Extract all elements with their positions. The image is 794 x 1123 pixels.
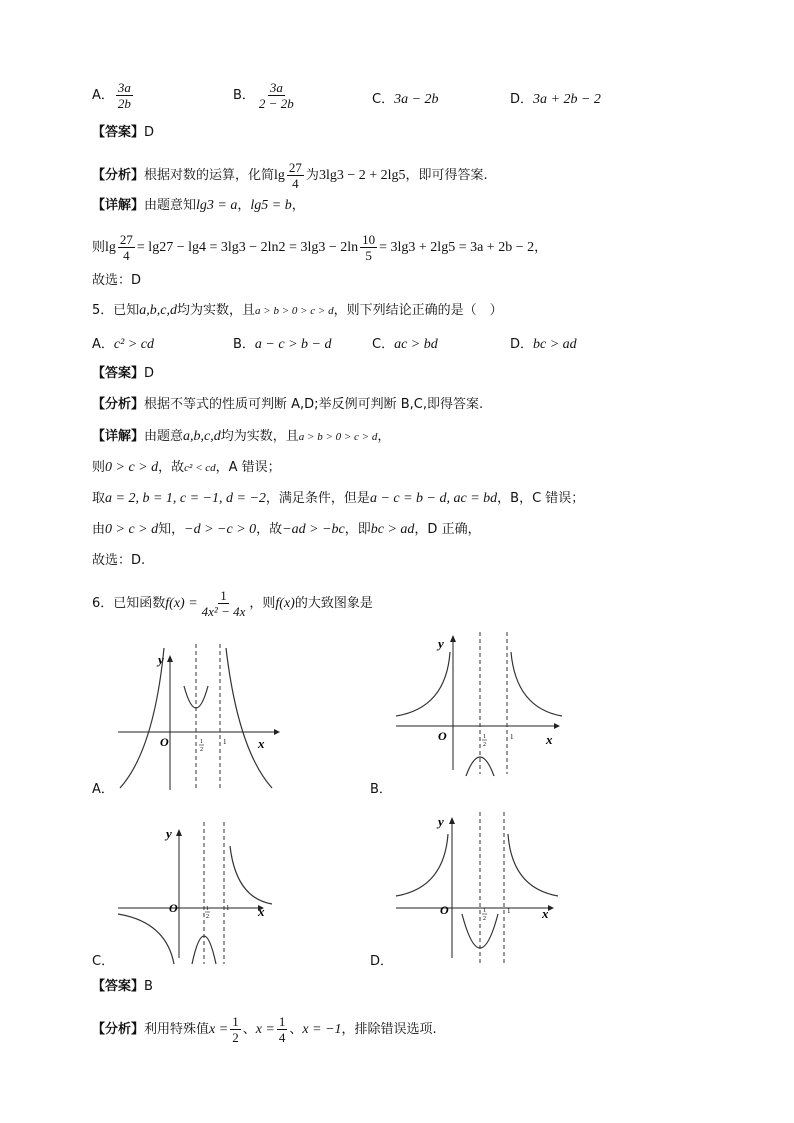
graph-c <box>112 818 282 968</box>
q4-detail: 【详解】由题意知lg3 = a，lg5 = b， <box>92 198 305 213</box>
graph-c-y-arrow <box>176 829 182 836</box>
q4-analysis-fraction: $\frac{27}{4}$ <box>288 160 302 191</box>
graph-a-x-arrow <box>274 729 280 735</box>
graph-b-tick-one: 1 <box>510 733 514 741</box>
graph-a-y-label: y <box>158 652 164 667</box>
graph-c-x-label: x <box>258 904 265 919</box>
graph-a <box>92 640 292 800</box>
graph-a-tick-half-num: 1 <box>200 739 203 745</box>
graph-c-tick-half-den: 2 <box>206 914 209 920</box>
q5-step-1: 则0 > c > d，故c² < cd，A 错误； <box>92 460 281 475</box>
q5-analysis: 【分析】根据不等式的性质可判断 A,D;举反例可判断 B,C,即得答案. <box>92 397 484 412</box>
q4-work: 则lg $\frac{27}{4}$ = lg27 − lg4 = 3lg3 − 2ln2 = 3lg3 − 2ln $\frac{10}{5}$ = 3lg3 + 2lg5 = 3a + 2b − 2， <box>92 232 548 263</box>
q6-stem: 6．已知函数f(x) = $\frac{1}{\text{4x² − 4x}}$ ，则f(x)的大致图象是 <box>92 588 373 619</box>
graph-d-y-label: y <box>438 814 444 829</box>
q4-analysis: 【分析】根据对数的运算，化简lg $\frac{27}{4}$ 为3lg3 − 2 + 2lg5，即可得答案. <box>92 160 488 191</box>
q6-answer: 【答案】B <box>92 979 153 994</box>
q4-choose: 故选：D <box>92 273 142 288</box>
q5-option-b: B．a − c > b − d <box>233 337 332 352</box>
graph-b-y-arrow <box>450 635 456 642</box>
graph-c-origin: O <box>169 901 178 915</box>
graph-c-label: C． <box>92 954 115 969</box>
graph-c-left-branch <box>118 914 174 964</box>
graph-b-tick-half-num: 1 <box>483 734 486 740</box>
graph-a-origin: O <box>160 735 169 749</box>
q4-work-fraction-2: $\frac{10}{5}$ <box>362 232 376 263</box>
q5-option-d: D．bc > ad <box>510 337 577 352</box>
graph-d-tick-half-num: 1 <box>483 908 486 914</box>
q4-option-a: A． $\frac{3a}{2b}$ <box>92 80 131 111</box>
q4-option-b-fraction: $\frac{3a}{2 - 2b}$ <box>258 80 294 111</box>
graph-a-right-branch <box>226 648 272 788</box>
graph-b-label: B． <box>370 782 392 797</box>
q4-work-fraction-1: $\frac{27}{4}$ <box>119 232 133 263</box>
graph-a-y-arrow <box>167 655 173 662</box>
graph-a-left-branch <box>120 648 164 788</box>
graph-a-tick-half-den: 2 <box>200 747 203 753</box>
graph-c-y-label: y <box>166 826 172 841</box>
graph-c-right-branch <box>230 846 272 904</box>
graph-d-tick-one: 1 <box>507 907 511 915</box>
q4-option-d: D．3a + 2b − 2 <box>510 92 601 107</box>
graph-b-left-branch <box>396 652 450 716</box>
graph-d-x-label: x <box>542 906 549 921</box>
graph-a-tick-one: 1 <box>223 738 227 746</box>
q5-detail: 【详解】由题意a,b,c,d均为实数，且a > b > 0 > c > d， <box>92 429 391 444</box>
q5-step-2: 取a = 2, b = 1, c = −1, d = −2，满足条件，但是a − c = b − d, ac = bd，B，C 错误； <box>92 491 585 506</box>
graph-b-x-label: x <box>546 732 553 747</box>
q4-option-a-fraction: $\frac{3a}{2b}$ <box>117 80 131 111</box>
graph-d-y-arrow <box>449 817 455 824</box>
graph-d <box>392 808 572 968</box>
graph-b-x-arrow <box>554 723 560 729</box>
q4-option-c: C．3a − 2b <box>372 92 439 107</box>
q5-stem: 5．已知a,b,c,d均为实数，且a > b > 0 > c > d，则下列结论正确的是（ ） <box>92 303 503 318</box>
graph-b-y-label: y <box>438 636 444 651</box>
q6-stem-fraction: $\frac{1}{\text{4x² − 4x}}$ <box>201 588 246 619</box>
q5-choose: 故选：D. <box>92 553 146 568</box>
graph-b-right-branch <box>511 652 562 716</box>
graph-d-right-branch <box>508 834 558 896</box>
q5-option-a: A．c² > cd <box>92 337 154 352</box>
q4-option-b: B． $\frac{3a}{2 - 2b}$ <box>233 80 294 111</box>
q4-answer: 【答案】D <box>92 125 155 140</box>
graph-b-origin: O <box>438 729 447 743</box>
graph-c-tick-half-num: 1 <box>206 906 209 912</box>
q6-analysis: 【分析】利用特殊值x = $\frac{1}{2}$ 、x = $\frac{1}{4}$ 、x = −1，排除错误选项. <box>92 1014 437 1045</box>
graph-d-label: D． <box>370 954 394 969</box>
graph-b-tick-half-den: 2 <box>483 742 486 748</box>
q6-value-half: $\frac{1}{2}$ <box>232 1014 239 1045</box>
q5-option-c: C．ac > bd <box>372 337 438 352</box>
q5-step-3: 由0 > c > d知，−d > −c > 0，故−ad > −bc，即bc > ad，D 正确， <box>92 522 481 537</box>
graph-d-left-branch <box>396 834 448 896</box>
graph-a-x-label: x <box>258 736 265 751</box>
q6-value-quarter: $\frac{1}{4}$ <box>278 1014 286 1045</box>
graph-c-tick-one: 1 <box>226 904 230 912</box>
graph-d-x-arrow <box>548 905 554 911</box>
q5-answer: 【答案】D <box>92 366 155 381</box>
graph-d-origin: O <box>440 903 449 917</box>
graph-a-label: A． <box>92 782 114 797</box>
graph-d-tick-half-den: 2 <box>483 916 486 922</box>
graph-b <box>392 628 572 778</box>
